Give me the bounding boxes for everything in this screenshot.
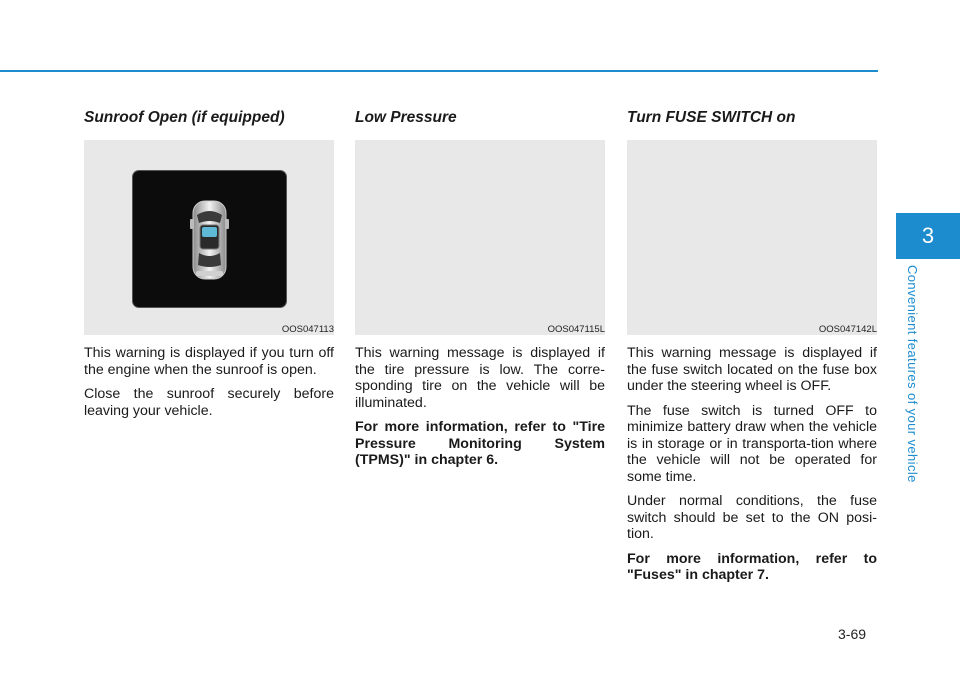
figure-sunroof-warning: [84, 140, 334, 335]
header-rule: [0, 70, 878, 72]
figure-code: OOS047115L: [547, 324, 605, 335]
reference-note: For more information, refer to "Tire Pressure Monitoring System (TPMS)" in chapter 6.: [355, 419, 605, 468]
paragraph: Under normal conditions, the fuse switch should be set to the ON posi-tion.: [627, 493, 877, 542]
paragraph: Close the sunroof securely before leaving your vehicle.: [84, 386, 334, 419]
figure-fuse-switch: [627, 140, 877, 335]
section-heading: Low Pressure: [355, 109, 457, 126]
figure-low-pressure: [355, 140, 605, 335]
section-sunroof-open: [84, 108, 334, 419]
section-heading: Turn FUSE SWITCH on: [627, 109, 796, 126]
section-heading: Sunroof Open (if equipped): [84, 109, 285, 126]
chapter-tab: [896, 213, 960, 259]
chapter-title: Convenient features of your vehicle: [905, 265, 920, 483]
car-sunroof-top-view-icon: [133, 171, 286, 307]
section-fuse-switch: [627, 108, 877, 584]
warning-display: [133, 171, 286, 307]
reference-note: For more information, refer to "Fuses" in chapter 7.: [627, 550, 877, 583]
paragraph: This warning message is displayed if the fuse switch located on the fuse box under the steering wheel is OFF.: [627, 345, 877, 394]
paragraph: This warning message is displayed if the tire pressure is low. The corre-sponding tire on the vehicle will be illuminated.: [355, 345, 605, 411]
page-number: 3-69: [838, 626, 867, 642]
section-low-pressure: [355, 108, 605, 469]
chapter-number: 3: [921, 223, 935, 248]
figure-code: OOS047113: [281, 324, 334, 335]
paragraph: This warning is displayed if you turn off the engine when the sunroof is open.: [84, 345, 334, 378]
figure-code: OOS047142L: [818, 324, 877, 335]
paragraph: The fuse switch is turned OFF to minimize battery draw when the vehicle is in storage or in transporta-tion where the vehicle will not be operated for some time.: [627, 402, 877, 485]
